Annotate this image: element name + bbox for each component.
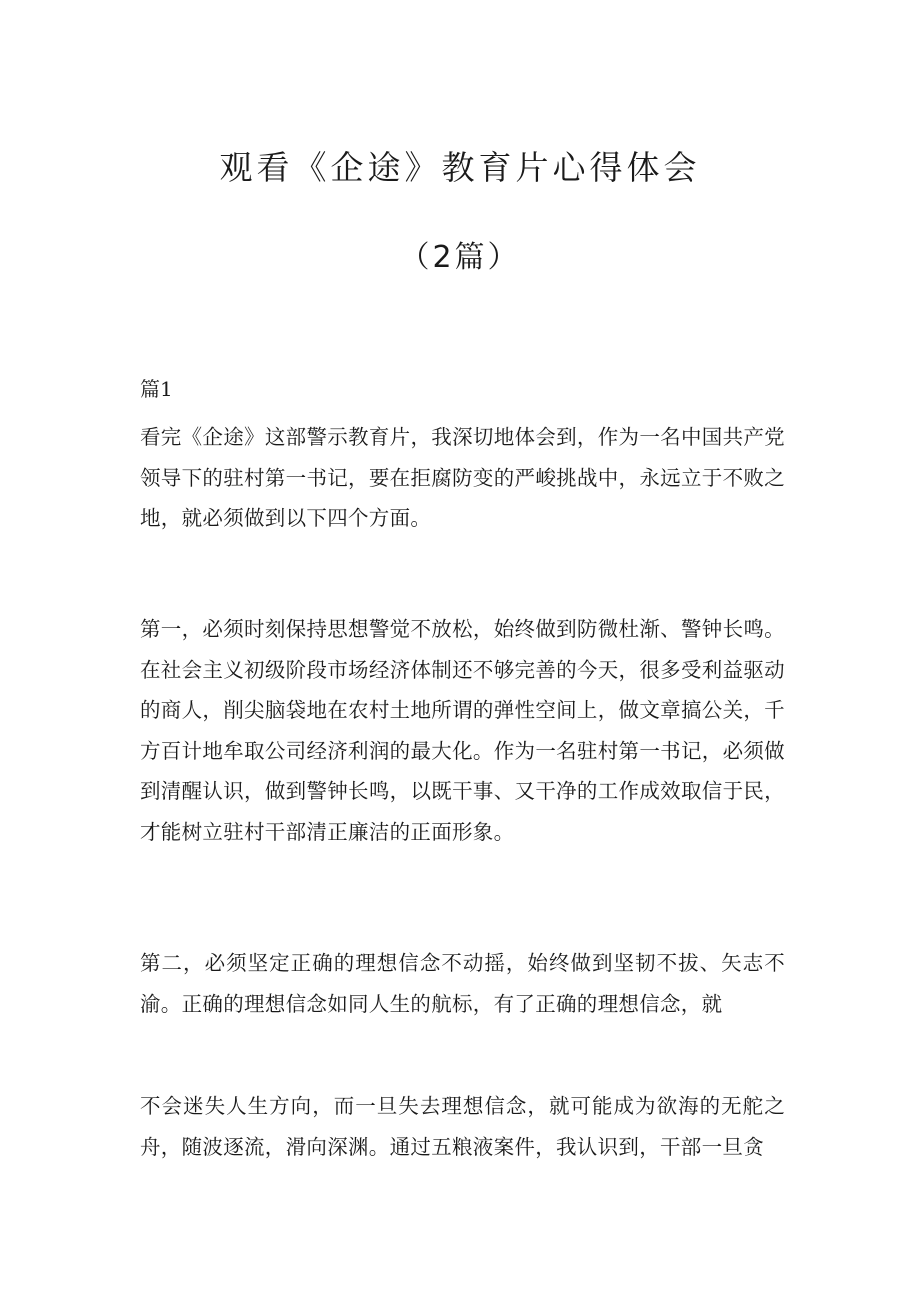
document-subtitle: （2篇） (399, 240, 521, 275)
paragraph-first-point: 第一，必须时刻保持思想警觉不放松，始终做到防微杜渐、警钟长鸣。在社会主义初级阶段市场经济体制还不够完善的今天，很多受利益驱动的商人，削尖脑袋地在农村土地所谓的弹性空间上，做文章搞公关，千方百计地牟取公司经济利润的最大化。作为一名驻村第一书记，必须做到清醒认识，做到警钟长鸣，以既干事、又干净的工作成效取信于民，才能树立驻村干部清正廉洁的正面形象。 (140, 617, 785, 844)
paragraph-continuation: 不会迷失人生方向，而一旦失去理想信念，就可能成为欲海的无舵之舟，随波逐流，滑向深渊。通过五粮液案件，我认识到，干部一旦贪 (140, 1094, 785, 1159)
paragraph-second-point: 第二，必须坚定正确的理想信念不动摇，始终做到坚韧不拔、矢志不渝。正确的理想信念如同人生的航标，有了正确的理想信念，就 (140, 951, 785, 1016)
document-title: 观看《企途》教育片心得体会 (219, 148, 701, 187)
paragraph-intro: 看完《企途》这部警示教育片，我深切地体会到，作为一名中国共产党领导下的驻村第一书记，要在拒腐防变的严峻挑战中，永远立于不败之地，就必须做到以下四个方面。 (140, 425, 785, 530)
section-label: 篇1 (140, 377, 173, 401)
